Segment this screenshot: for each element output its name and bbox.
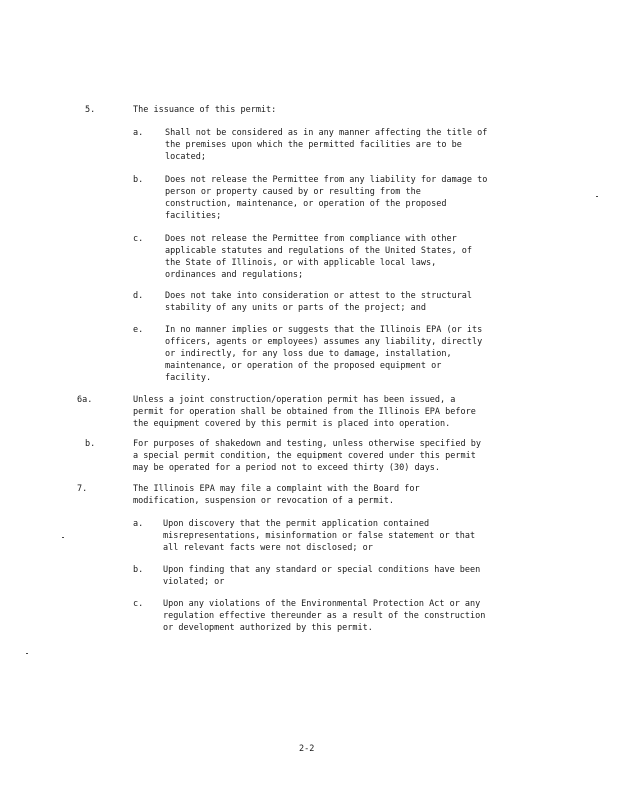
page-number: 2-2 <box>299 744 315 754</box>
scan-speck <box>26 653 28 654</box>
item-5e-line: or indirectly, for any loss due to damage, installation, <box>165 349 452 359</box>
item-7c-line: or development authorized by this permit. <box>163 623 373 633</box>
item-7a-line: misrepresentations, misinformation or false statement or that <box>163 531 476 541</box>
scan-speck <box>62 537 64 538</box>
item-5d-line: stability of any units or parts of the project; and <box>165 303 426 313</box>
item-5e-line: facility. <box>165 373 212 383</box>
item-7a-line: all relevant facts were not disclosed; or <box>163 543 373 553</box>
item-6a-number: 6a. <box>77 395 93 405</box>
item-6b-line: may be operated for a period not to exceed thirty (30) days. <box>133 463 441 473</box>
item-5a-line: located; <box>165 152 206 162</box>
scan-speck <box>596 196 598 197</box>
item-5d-line: Does not take into consideration or attest to the structural <box>165 291 473 301</box>
item-5e-label: e. <box>133 325 144 335</box>
item-5e-line: officers, agents or employees) assumes any liability, directly <box>165 337 483 347</box>
item-5b-label: b. <box>133 175 144 185</box>
item-7c-line: regulation effective thereunder as a result of the construction <box>163 611 486 621</box>
item-7-intro-line: The Illinois EPA may file a complaint with the Board for <box>133 484 420 494</box>
item-6b-number: b. <box>85 439 96 449</box>
item-5c-label: c. <box>133 234 144 244</box>
item-5a-line: Shall not be considered as in any manner affecting the title of <box>165 128 488 138</box>
item-5-number: 5. <box>85 105 96 115</box>
item-6b-line: For purposes of shakedown and testing, unless otherwise specified by <box>133 439 481 449</box>
item-5b-line: Does not release the Permittee from any liability for damage to <box>165 175 488 185</box>
item-5c-line: the State of Illinois, or with applicable local laws, <box>165 258 437 268</box>
item-7c-label: c. <box>133 599 144 609</box>
item-5e-line: In no manner implies or suggests that the Illinois EPA (or its <box>165 325 483 335</box>
item-7-intro-line: modification, suspension or revocation of a permit. <box>133 496 394 506</box>
item-5c-line: ordinances and regulations; <box>165 270 304 280</box>
item-5c-line: Does not release the Permittee from compliance with other <box>165 234 457 244</box>
item-5a-line: the premises upon which the permitted facilities are to be <box>165 140 462 150</box>
item-7b-label: b. <box>133 565 144 575</box>
item-5d-label: d. <box>133 291 144 301</box>
item-7a-label: a. <box>133 519 144 529</box>
item-6a-line: the equipment covered by this permit is placed into operation. <box>133 419 451 429</box>
item-6a-line: permit for operation shall be obtained from the Illinois EPA before <box>133 407 476 417</box>
item-5c-line: applicable statutes and regulations of the United States, of <box>165 246 473 256</box>
item-5-intro: The issuance of this permit: <box>133 105 277 115</box>
item-5b-line: person or property caused by or resulting from the <box>165 187 421 197</box>
item-5b-line: facilities; <box>165 211 222 221</box>
item-7b-line: Upon finding that any standard or special conditions have been <box>163 565 481 575</box>
item-7-number: 7. <box>77 484 88 494</box>
item-7b-line: violated; or <box>163 577 225 587</box>
item-6a-line: Unless a joint construction/operation permit has been issued, a <box>133 395 456 405</box>
item-7c-line: Upon any violations of the Environmental Protection Act or any <box>163 599 481 609</box>
item-5a-label: a. <box>133 128 144 138</box>
item-6b-line: a special permit condition, the equipment covered under this permit <box>133 451 476 461</box>
item-5b-line: construction, maintenance, or operation of the proposed <box>165 199 447 209</box>
item-7a-line: Upon discovery that the permit application contained <box>163 519 430 529</box>
item-5e-line: maintenance, or operation of the proposed equipment or <box>165 361 442 371</box>
